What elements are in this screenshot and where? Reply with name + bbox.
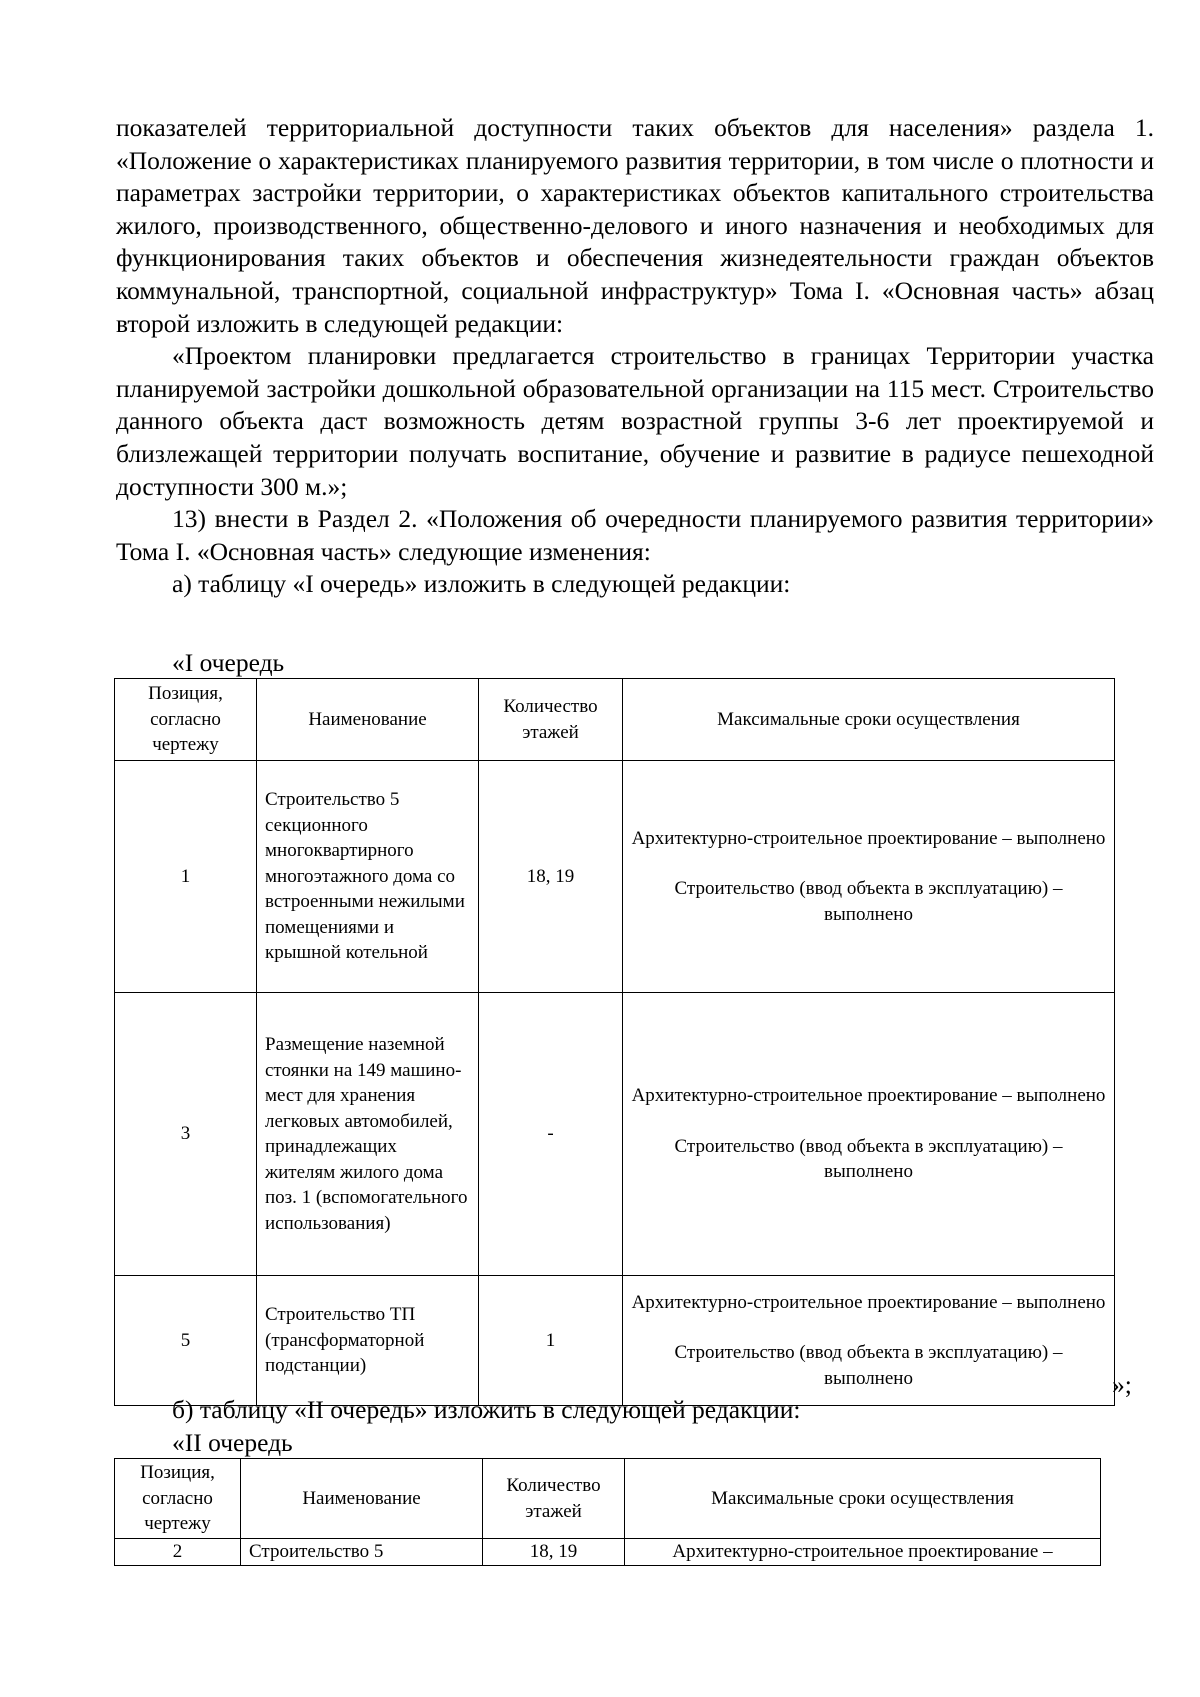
cell-floors: 18, 19 xyxy=(479,761,623,993)
term-construction: Строительство (ввод объекта в эксплуатацию) – выполнено xyxy=(674,878,1063,925)
cell-terms xyxy=(623,761,1115,993)
header-floors: Количество этажей xyxy=(479,679,623,761)
paragraph-3: 13) внести в Раздел 2. «Положения об очередности планируемого развития территории» Тома I. «Основная часть» следующие изменения: xyxy=(116,504,1154,566)
cell-position: 1 xyxy=(115,761,257,993)
paragraph-4: а) таблицу «I очередь» изложить в следующей редакции: xyxy=(172,569,791,599)
body-text-2 xyxy=(116,1394,1154,1427)
paragraph-5: б) таблицу «II очередь» изложить в следующей редакции: xyxy=(172,1395,801,1424)
cell-floors: 1 xyxy=(479,1276,623,1406)
term-construction: Строительство (ввод объекта в эксплуатацию) – выполнено xyxy=(674,1342,1063,1389)
cell-terms xyxy=(623,993,1115,1276)
table-header-row xyxy=(115,679,1115,761)
cell-name: Строительство ТП (трансформаторной подстанции) xyxy=(257,1276,479,1406)
term-design: Архитектурно-строительное проектирование – выполнено xyxy=(631,1291,1106,1313)
cell-position: 5 xyxy=(115,1276,257,1406)
table2-title: «II очередь xyxy=(172,1428,293,1457)
header-name: Наименование xyxy=(241,1459,483,1539)
cell-name: Размещение наземной стоянки на 149 машино-мест для хранения легковых автомобилей, принадлежащих жителям жилого дома поз. 1 (вспомогательного использования) xyxy=(257,993,479,1276)
closing-quote: »; xyxy=(1112,1370,1132,1399)
cell-name: Строительство 5 xyxy=(241,1539,483,1566)
cell-position: 3 xyxy=(115,993,257,1276)
cell-name: Строительство 5 секционного многоквартирного многоэтажного дома со встроенными нежилыми помещениями и крышной котельной xyxy=(257,761,479,993)
table-row xyxy=(115,761,1115,993)
header-terms: Максимальные сроки осуществления xyxy=(625,1459,1101,1539)
table-second-stage xyxy=(114,1458,1101,1566)
body-text xyxy=(116,112,1154,601)
cell-position: 2 xyxy=(115,1539,241,1566)
table-first-stage xyxy=(114,678,1115,1406)
table-row xyxy=(115,1539,1101,1566)
term-design: Архитектурно-строительное проектирование – выполнено xyxy=(631,1085,1106,1107)
cell-terms: Архитектурно-строительное проектирование – xyxy=(625,1539,1101,1566)
paragraph-2: «Проектом планировки предлагается строительство в границах Территории участка планируемой застройки дошкольной образовательной организации на 115 мест. Строительство данного объекта даст возможность детям возрастной группы 3-6 лет проектируемой и близлежащей территории получать воспитание, обучение и развитие в радиусе пешеходной доступности 300 м.»; xyxy=(116,341,1154,501)
header-position: Позиция, согласно чертежу xyxy=(115,679,257,761)
cell-floors: 18, 19 xyxy=(483,1539,625,1566)
paragraph-1: показателей территориальной доступности таких объектов для населения» раздела 1. «Положение о характеристиках планируемого развития территории, в том числе о плотности и параметрах застройки территории, о характеристиках объектов капитального строительства жилого, производственного, общественно-делового и иного назначения и необходимых для функционирования таких объектов и обеспечения жизнедеятельности граждан объектов коммунальной, транспортной, социальной инфраструктур» Тома I. «Основная часть» абзац второй изложить в следующей редакции: xyxy=(116,113,1154,338)
header-position: Позиция, согласно чертежу xyxy=(115,1459,241,1539)
header-terms: Максимальные сроки осуществления xyxy=(623,679,1115,761)
table-row xyxy=(115,993,1115,1276)
header-name: Наименование xyxy=(257,679,479,761)
term-construction: Строительство (ввод объекта в эксплуатацию) – выполнено xyxy=(674,1135,1063,1183)
table-row xyxy=(115,1276,1115,1406)
cell-terms xyxy=(623,1276,1115,1406)
header-floors: Количество этажей xyxy=(483,1459,625,1539)
cell-floors: - xyxy=(479,993,623,1276)
table-header-row xyxy=(115,1459,1101,1539)
table1-title: «I очередь xyxy=(172,648,285,677)
term-design: Архитектурно-строительное проектирование – выполнено xyxy=(631,827,1106,849)
